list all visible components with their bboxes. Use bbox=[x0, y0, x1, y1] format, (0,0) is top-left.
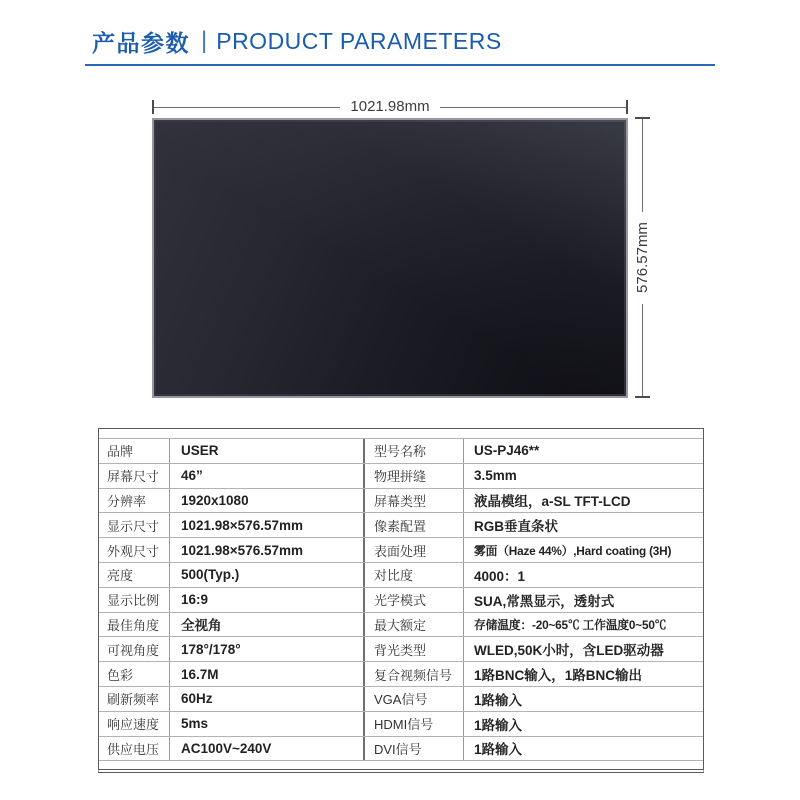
spec-label-cell: 光学模式 bbox=[365, 588, 464, 612]
spec-label-cell: 供应电压 bbox=[99, 737, 170, 761]
monitor-panel-image bbox=[152, 118, 628, 398]
spec-value-cell: 46” bbox=[170, 464, 365, 488]
spec-row bbox=[99, 588, 703, 613]
spec-value-cell: 全视角 bbox=[170, 613, 365, 637]
spec-row bbox=[99, 563, 703, 588]
height-dimension-label: 576.57mm bbox=[634, 222, 651, 293]
spec-value-cell: 178°/178° bbox=[170, 637, 365, 661]
spec-label-cell: 复合视频信号 bbox=[365, 662, 464, 686]
spec-value-cell: 存储温度：-20~65℃ 工作温度0~50℃ bbox=[474, 617, 667, 632]
spec-value-cell: US-PJ46** bbox=[474, 443, 540, 459]
spec-label-cell: 对比度 bbox=[365, 563, 464, 587]
spec-label-cell: 最大额定 bbox=[365, 613, 464, 637]
spec-label-cell: 外观尺寸 bbox=[99, 538, 170, 562]
dimension-line-upper bbox=[642, 119, 643, 212]
spec-value-cell: USER bbox=[170, 439, 365, 463]
spec-label-cell: 最佳角度 bbox=[99, 613, 170, 637]
width-dimension-label: 1021.98mm bbox=[350, 98, 430, 115]
spec-label-cell: 色彩 bbox=[99, 662, 170, 686]
spec-label-cell: HDMI信号 bbox=[365, 712, 464, 736]
section-title-chinese: 产品参数 bbox=[92, 30, 190, 56]
dimension-line-left bbox=[154, 107, 340, 108]
panel-sheen bbox=[154, 120, 626, 396]
width-dimension bbox=[152, 100, 628, 114]
spec-value-cell: 16.7M bbox=[170, 662, 365, 686]
spec-label-cell: VGA信号 bbox=[365, 687, 464, 711]
spec-label-cell: 屏幕类型 bbox=[365, 489, 464, 513]
height-dimension-label-box bbox=[607, 212, 678, 304]
spec-value-cell: WLED,50K小时，含LED驱动器 bbox=[474, 643, 664, 659]
spec-value-cell: 1021.98×576.57mm bbox=[170, 513, 365, 537]
spec-value-cell: 500(Typ.) bbox=[170, 563, 365, 587]
dimension-line-lower bbox=[642, 304, 643, 397]
spec-value-cell: 1920x1080 bbox=[170, 489, 365, 513]
spec-value-cell: 液晶模组，a-SL TFT-LCD bbox=[474, 494, 631, 510]
spec-label-cell: 分辨率 bbox=[99, 489, 170, 513]
dimension-tick-right bbox=[626, 100, 628, 114]
spec-row bbox=[99, 464, 703, 489]
spec-value-cell: 4000：1 bbox=[474, 568, 526, 584]
spec-value-cell: 5ms bbox=[170, 712, 365, 736]
spec-value-cell: AC100V~240V bbox=[170, 737, 365, 761]
spec-value-cell: 1路输入 bbox=[474, 742, 523, 758]
section-title-english: PRODUCT PARAMETERS bbox=[216, 28, 502, 54]
spec-row bbox=[99, 439, 703, 464]
spec-value-cell: 1路输入 bbox=[474, 692, 523, 708]
title-separator: | bbox=[201, 26, 208, 54]
spec-table-rows bbox=[99, 438, 703, 761]
spec-label-cell: 屏幕尺寸 bbox=[99, 464, 170, 488]
spec-label-cell: 可视角度 bbox=[99, 637, 170, 661]
spec-label-cell: 刷新频率 bbox=[99, 687, 170, 711]
spec-row bbox=[99, 637, 703, 662]
spec-value-cell: RGB垂直条状 bbox=[474, 519, 558, 535]
spec-value-cell: SUA,常黑显示，透射式 bbox=[474, 593, 615, 609]
spec-row bbox=[99, 513, 703, 538]
spec-row bbox=[99, 538, 703, 563]
spec-label-cell: 型号名称 bbox=[365, 439, 464, 463]
spec-label-cell: 显示比例 bbox=[99, 588, 170, 612]
height-dimension bbox=[635, 117, 650, 398]
spec-label-cell: 像素配置 bbox=[365, 513, 464, 537]
spec-label-cell: 表面处理 bbox=[365, 538, 464, 562]
spec-label-cell: 亮度 bbox=[99, 563, 170, 587]
spec-row bbox=[99, 613, 703, 638]
dimension-line-right bbox=[440, 107, 626, 108]
spec-value-cell: 16:9 bbox=[170, 588, 365, 612]
spec-row bbox=[99, 687, 703, 712]
spec-label-cell: 物理拼缝 bbox=[365, 464, 464, 488]
spec-value-cell: 60Hz bbox=[170, 687, 365, 711]
spec-label-cell: DVI信号 bbox=[365, 737, 464, 761]
dimension-tick-bottom bbox=[635, 396, 650, 398]
spec-label-cell: 显示尺寸 bbox=[99, 513, 170, 537]
spec-row bbox=[99, 489, 703, 514]
spec-value-cell: 1路输入 bbox=[474, 717, 523, 733]
spec-value-cell: 1021.98×576.57mm bbox=[170, 538, 365, 562]
spec-row bbox=[99, 662, 703, 687]
spec-label-cell: 响应速度 bbox=[99, 712, 170, 736]
spec-label-cell: 品牌 bbox=[99, 439, 170, 463]
spec-table bbox=[98, 428, 704, 773]
spec-value-cell: 1路BNC输入，1路BNC输出 bbox=[474, 668, 643, 684]
spec-value-cell: 雾面（Haze 44%）,Hard coating (3H) bbox=[474, 543, 672, 558]
spec-label-cell: 背光类型 bbox=[365, 637, 464, 661]
spec-row bbox=[99, 712, 703, 737]
spec-value-cell: 3.5mm bbox=[474, 468, 517, 484]
spec-row bbox=[99, 737, 703, 762]
